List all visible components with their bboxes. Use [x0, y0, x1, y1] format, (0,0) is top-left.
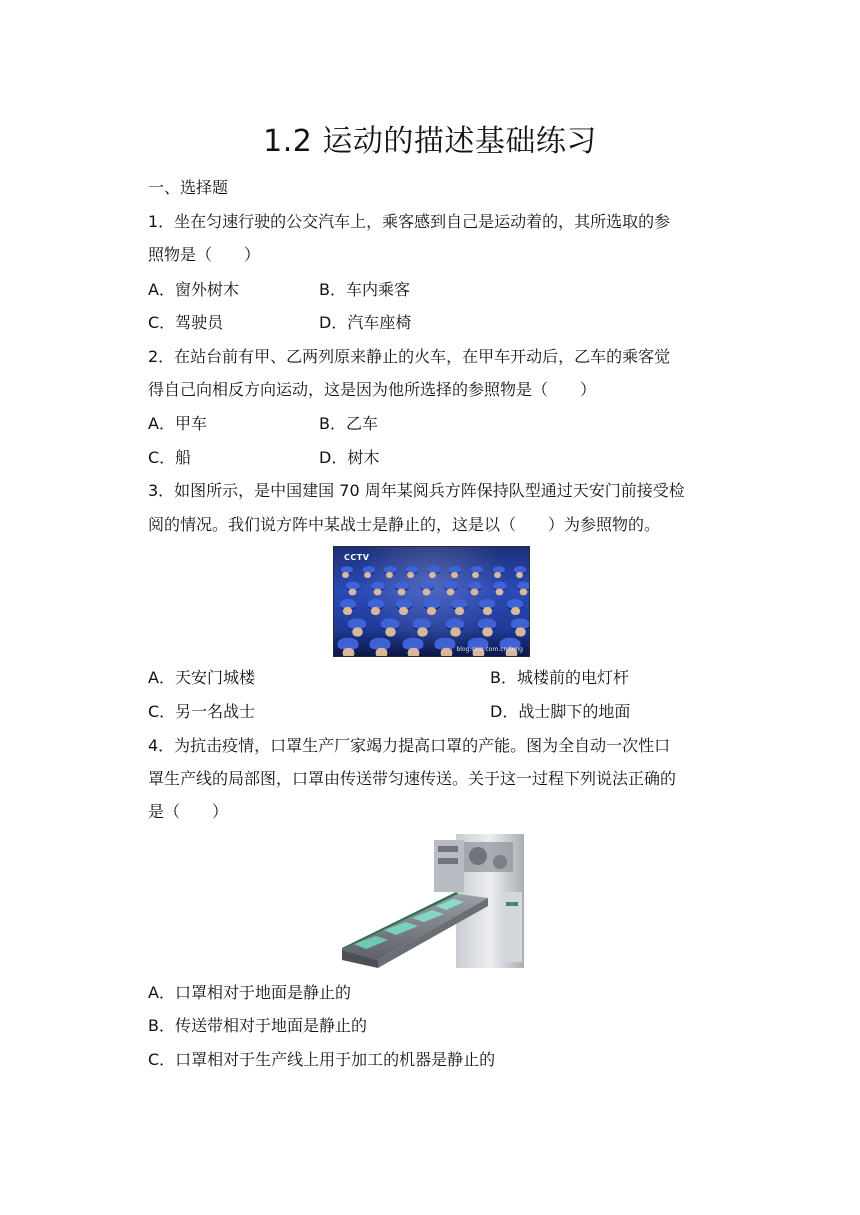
- soldier-face: [471, 588, 479, 595]
- soldier-face: [399, 607, 408, 615]
- question-3-line-2: 阅的情况。我们说方阵中某战士是静止的，这是以（ ）为参照物的。: [148, 515, 661, 534]
- question-4-option-c: C．口罩相对于生产线上用于加工的机器是静止的: [148, 1050, 496, 1069]
- soldier-face: [483, 628, 493, 637]
- soldier-face: [408, 572, 415, 578]
- soldier-face: [343, 648, 355, 657]
- soldier-face: [353, 628, 363, 637]
- soldier-face: [374, 588, 382, 595]
- soldier-face: [516, 572, 523, 578]
- soldier-face: [364, 572, 371, 578]
- question-2-line-1: 2．在站台前有甲、乙两列原来静止的火车，在甲车开动后，乙车的乘客觉: [148, 347, 671, 366]
- soldier-face: [495, 588, 503, 595]
- soldier-face: [473, 572, 480, 578]
- question-3-line-1: 3．如图所示，是中国建国 70 周年某阅兵方阵保持队型通过天安门前接受检: [148, 481, 685, 500]
- question-2-option-a: A．甲车: [148, 414, 207, 433]
- question-3-option-d: D．战士脚下的地面: [490, 702, 631, 721]
- soldier-face: [520, 588, 528, 595]
- soldier-face: [349, 588, 357, 595]
- soldier-face: [494, 572, 501, 578]
- question-1-line-2: 照物是（ ）: [148, 245, 261, 264]
- question-1-option-d: D．汽车座椅: [319, 313, 412, 332]
- soldier-face: [385, 628, 395, 637]
- section-heading: 一、选择题: [148, 178, 229, 197]
- soldier-face: [418, 628, 428, 637]
- soldier-face: [441, 648, 453, 657]
- soldier-face: [343, 572, 350, 578]
- question-1-option-c: C．驾驶员: [148, 313, 224, 332]
- cctv-logo: CCTV: [344, 553, 370, 562]
- soldier-face: [451, 572, 458, 578]
- soldier-face: [422, 588, 430, 595]
- page-title: 1.2 运动的描述基础练习: [263, 124, 597, 159]
- question-2-option-b: B．乙车: [319, 414, 378, 433]
- question-4-line-3: 是（ ）: [148, 802, 229, 821]
- question-4-option-a: A．口罩相对于地面是静止的: [148, 983, 351, 1002]
- conveyor-illustration: [338, 832, 525, 970]
- question-3-option-c: C．另一名战士: [148, 702, 256, 721]
- soldier-face: [455, 607, 464, 615]
- soldier-face: [376, 648, 388, 657]
- soldier-face: [515, 628, 525, 637]
- question-1-option-a: A．窗外树木: [148, 280, 239, 299]
- parade-photo: [333, 546, 530, 657]
- question-2-line-2: 得自己向相反方向运动，这是因为他所选择的参照物是（ ）: [148, 380, 597, 399]
- question-1-option-b: B．车内乘客: [319, 280, 410, 299]
- soldier-face: [386, 572, 393, 578]
- question-2-option-d: D．树木: [319, 448, 380, 467]
- soldier-face: [343, 607, 352, 615]
- question-4-line-1: 4．为抗击疫情，口罩生产厂家竭力提高口罩的产能。图为全自动一次性口: [148, 736, 671, 755]
- question-4-option-b: B．传送带相对于地面是静止的: [148, 1016, 367, 1035]
- mask-production-line-photo: [338, 832, 525, 970]
- soldier-face: [450, 628, 460, 637]
- soldier-face: [398, 588, 406, 595]
- soldier-face: [371, 607, 380, 615]
- soldier-face: [483, 607, 492, 615]
- soldier-face: [427, 607, 436, 615]
- soldier-face: [447, 588, 455, 595]
- soldier-face: [429, 572, 436, 578]
- soldier-face: [511, 607, 520, 615]
- soldier-face: [408, 648, 420, 657]
- question-3-option-a: A．天安门城楼: [148, 668, 255, 687]
- question-1-line-1: 1．坐在匀速行驶的公交汽车上，乘客感到自己是运动着的，其所选取的参: [148, 212, 671, 231]
- question-2-option-c: C．船: [148, 448, 192, 467]
- question-3-option-b: B．城楼前的电灯杆: [490, 668, 629, 687]
- question-4-line-2: 罩生产线的局部图，口罩由传送带匀速传送。关于这一过程下列说法正确的: [148, 769, 677, 788]
- photo-watermark: blog.sina.com.cn/tong: [456, 646, 523, 653]
